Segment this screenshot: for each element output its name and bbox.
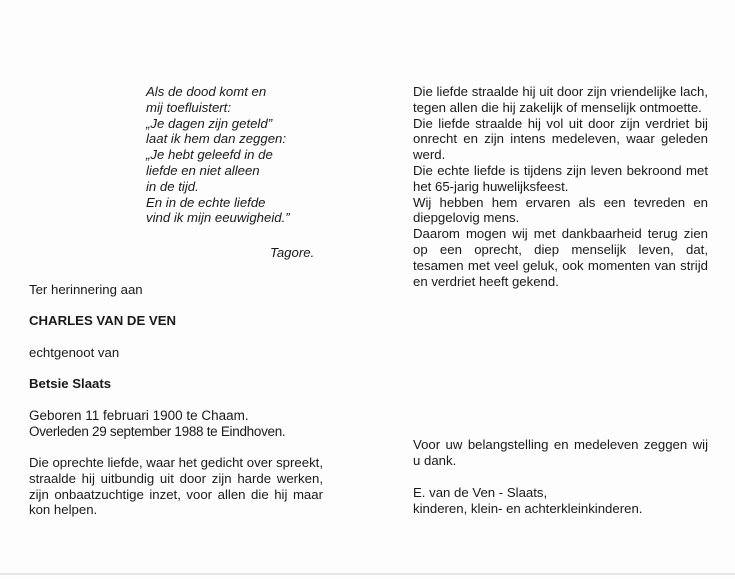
poem-line: En in de echte liefde: [146, 194, 266, 210]
thanks-text: Voor uw belangstelling en medeleven zeggen wij u dank.: [413, 437, 708, 468]
poem-line: „Je dagen zijn geteld”: [146, 115, 273, 131]
spouse-name: Betsie Slaats: [29, 376, 112, 391]
poem-line: laat ik hem dan zeggen:: [146, 131, 287, 147]
poem-line: „Je hebt geleefd in de: [146, 147, 273, 163]
right-paragraph: Daarom mogen wij met dankbaarheid terug zien op een oprecht, diep menselijk leven, dat, tesamen met veel geluk, ook momenten van strijd en verdriet heeft gekend.: [413, 226, 708, 289]
death-info: Overleden 29 september 1988 te Eindhoven.: [29, 424, 286, 439]
intro-text: Ter herinnering aan: [29, 282, 143, 297]
right-paragraph: Wij hebben hem ervaren als een tevreden en diepgelovig mens.: [413, 194, 708, 226]
poem: [146, 84, 326, 226]
left-paragraph: Die oprechte liefde, waar het gedicht over spreekt, straalde hij uitbundig uit door zijn harde werken, zijn onbaatzuchtige inzet, voor allen die hij maar kon helpen.: [29, 455, 323, 518]
right-paragraphs: [413, 84, 708, 289]
right-paragraph: Die liefde straalde hij vol uit door zijn verdriet bij onrecht en zijn intens medeleven, waar geleden werd.: [413, 115, 708, 163]
card-bottom-edge: [0, 573, 735, 575]
spouse-intro: echtgenoot van: [29, 345, 120, 360]
poem-author: Tagore.: [270, 245, 315, 260]
right-paragraph: Die liefde straalde hij uit door zijn vriendelijke lach, tegen allen die hij zakelijk of menselijk ontmoette.: [413, 84, 708, 115]
family-text: kinderen, klein- en achterkleinkinderen.: [413, 501, 643, 516]
right-paragraph: Die echte liefde is tijdens zijn leven bekroond met het 65-jarig huwelijksfeest.: [413, 162, 708, 194]
deceased-name: CHARLES VAN DE VEN: [29, 313, 177, 328]
poem-line: mij toefluistert:: [146, 99, 232, 115]
signature: E. van de Ven - Slaats,: [413, 485, 548, 500]
poem-line: in de tijd.: [146, 178, 199, 194]
poem-line: vind ik mijn eeuwigheid.”: [146, 210, 290, 226]
poem-line: Als de dood komt en: [146, 84, 267, 99]
poem-line: liefde en niet alleen: [146, 162, 260, 178]
birth-info: Geboren 11 februari 1900 te Chaam.: [29, 408, 249, 423]
